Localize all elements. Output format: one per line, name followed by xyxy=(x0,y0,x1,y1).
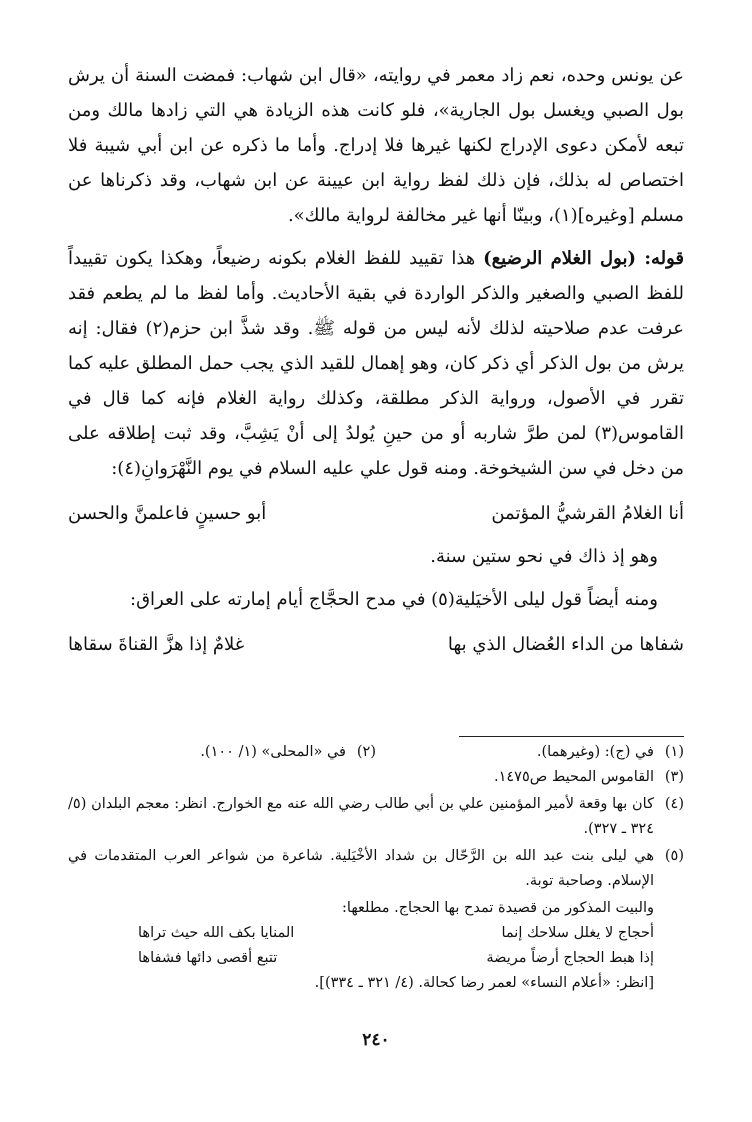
footnote-5-verse-1-left: المنايا بكف الله حيث تراها xyxy=(138,925,295,941)
verse-1-left: أبو حسينٍ فاعلمنَّ والحسن xyxy=(68,503,267,524)
paragraph-1: عن يونس وحده، نعم زاد معمر في روايته، «قال ابن شهاب: فمضت السنة أن يرش بول الصبي ويغسل بول الجارية»، فلو كانت هذه الزيادة هي التي زادها مالك ومن تبعه لأمكن دعوى الإدراج لكنها غيرها فلا إدراج. وأما ما ذكره عن ابن أبي شيبة فلا اختصاص له بذلك، فإن ذلك لفظ رواية ابن عيينة عن ابن شهاب، وقد ذكرناها عن مسلم [وغيره](١)، وبينّا أنها غير مخالفة لرواية مالك». xyxy=(68,65,684,226)
footnote-4-text: كان بها وقعة لأمير المؤمنين علي بن أبي طالب رضي الله عنه مع الخوارج. انظر: معجم البلدان (٥/ ٣٢٤ ـ ٣٢٧). xyxy=(68,796,654,837)
footnote-5-text: هي ليلى بنت عبد الله بن الرَّحّال بن شداد الأخْيَلية. شاعرة من شواعر العرب المتقدمات في الإسلام. وصاحبة توبة. xyxy=(68,848,654,889)
footnotes xyxy=(68,740,684,996)
footnote-3-text: القاموس المحيط ص١٤٧٥. xyxy=(494,769,654,785)
paragraph-4: ومنه أيضاً قول ليلى الأخيَلية(٥) في مدح الحجَّاج أيام إمارته على العراق: xyxy=(130,589,658,610)
footnote-3 xyxy=(68,765,684,790)
paragraph-2-text: هذا تقييد للفظ الغلام بكونه رضيعاً، وهكذا يكون تقييداً للفظ الصبي والصغير والذكر الواردة في بقية الأحاديث. وأما لفظ ما لم يطعم فقد عرفت عدم صلاحيته لذلك لأنه ليس من قوله ﷺ. وقد شذَّ ابن حزم(٢) فقال: إنه يرش من بول الذكر أي ذكر كان، وهو إهمال للقيد الذي يجب حمل المطلق عليه كما تقرر في الأصول، ورواية الذكر مطلقة، وكذلك رواية الغلام فإنه كما قال في القاموس(٣) لمن طرَّ شاربه أو من حينِ يُولدُ إلى أنْ يَشِبَّ، وقد ثبت إطلاقه على من دخل في سن الشيخوخة. ومنه قول علي عليه السلام في يوم النَّهْرَوانِ(٤): xyxy=(68,248,684,479)
footnote-5-verse-2-left: تتبع أقصى دائها فشفاها xyxy=(138,950,278,966)
footnote-3-number: (٣) xyxy=(664,769,684,785)
footnote-5-verse-2-right: إذا هبط الحجاج أرضاً مريضة xyxy=(486,950,654,966)
footnote-1-text: في (ج): (وغيرهما). xyxy=(536,744,654,760)
paragraph-3: وهو إذ ذاك في نحو ستين سنة. xyxy=(430,546,658,567)
verse-2 xyxy=(68,627,684,662)
footnote-5-number: (٥) xyxy=(664,848,684,864)
footnote-2 xyxy=(68,740,376,765)
footnote-2-text: في «المحلى» (١/ ١٠٠). xyxy=(200,744,346,760)
main-text xyxy=(68,58,684,670)
footnote-5-verse-1-right: أحجاج لا يغلل سلاحك إنما xyxy=(501,925,654,941)
footnote-5 xyxy=(68,844,684,894)
verse-2-left: غلامٌ إذا هزَّ القناةَ سقاها xyxy=(68,634,245,655)
page-number: ٢٤٠ xyxy=(362,1030,390,1050)
footnote-row-1-2 xyxy=(68,740,684,765)
footnote-5-verse-2 xyxy=(68,946,684,971)
footnote-5-reference: [انظر: «أعلام النساء» لعمر رضا كحالة. (٤/ ٣٢١ ـ ٣٣٤)]. xyxy=(314,975,654,991)
verse-1-right: أنا الغلامُ القرشيُّ المؤتمن xyxy=(491,503,684,524)
paragraph-2 xyxy=(68,241,684,486)
verse-1 xyxy=(68,496,684,531)
footnote-5-verse-1 xyxy=(68,921,684,946)
footnote-divider xyxy=(459,736,684,737)
verse-2-right: شفاها من الداء العُضال الذي بها xyxy=(447,634,684,655)
paragraph-2-lead: قوله: (بول الغلام الرضيع) xyxy=(483,248,684,269)
footnote-2-number: (٢) xyxy=(356,744,376,760)
footnote-5-line-2: والبيت المذكور من قصيدة تمدح بها الحجاج. مطلعها: xyxy=(342,900,654,916)
footnote-4 xyxy=(68,792,684,842)
footnote-1 xyxy=(376,740,684,765)
footnote-1-number: (١) xyxy=(664,744,684,760)
footnote-4-number: (٤) xyxy=(664,796,684,812)
